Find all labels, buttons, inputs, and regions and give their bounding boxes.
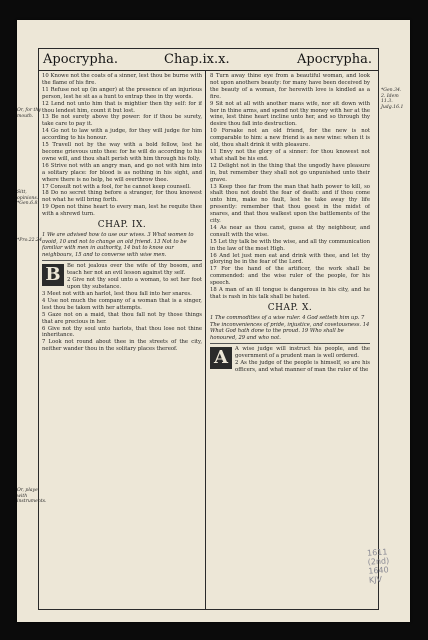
left-column [42, 73, 202, 607]
verse: 15 Let thy talk be with the wise, and all thy communication in the law of the most High. [210, 238, 370, 252]
verse: 2 Give not thy soul unto a woman, to set her foot upon thy substance. [67, 277, 202, 291]
verse: 12 Delight not in the thing that the ungodly have pleasure in, but remember they shall not go unpunished unto their grave. [210, 162, 370, 183]
verse: 16 And let just men eat and drink with thee, and let thy glorying be in the fear of the Lord. [210, 252, 370, 266]
pencil-line: 1611 [366, 547, 388, 558]
verse: 10 Knowe not the coats of a sinner, lest thou be burne with the flame of his fire. [42, 73, 202, 86]
verse: 8 Turn away thine eye from a beautiful woman, and look not upon anothers beauty: for many have been deceived by the beauty of a woman, for herewith love is kindled as a fire. [210, 73, 370, 100]
margin-note: Sitt, opinions. *Gen.6.8. [17, 190, 39, 207]
verse: Be not jealous over the wife of thy bosom, and teach her not an evil lesson against thy self. [67, 263, 202, 277]
dropcap-row-x [210, 346, 370, 374]
verse: 5 Gaze not on a maid, that thou fall not by those things that are precious in her. [42, 311, 202, 325]
verse: 9 Sit not at all with another mans wife, nor sit down with her in thine arms, and spend not thy money with her at the wine, lest thine heart incline unto her, and so through thy desire thou fall into destruction. [210, 100, 370, 128]
verse: 17 Consult not with a fool, for he cannot keep counsell. [42, 183, 191, 190]
dropcap-ornament: A [210, 347, 232, 369]
verse: 11 Envy not the glory of a sinner: for thou knowest not what shall be his end. [210, 148, 370, 162]
margin-note: *Pro.22.24. [17, 238, 44, 243]
verse: A wise judge will instruct his people, and the government of a prudent man is well ordered. [235, 346, 370, 360]
margin-note: Or, for thy mouth. [17, 108, 41, 119]
verse: 14 As near as thou canst, guess at thy neighbour, and consult with the wise. [210, 224, 370, 238]
verse: 7 Look not round about thee in the streets of the city, neither wander thou in the solitary places thereof. [42, 339, 202, 353]
verse: 4 Use not much the company of a woman that is a singer, lest thou be taken with her attempts. [42, 297, 202, 311]
margin-note: Or, playe with instruments. [17, 488, 47, 505]
chapter-summary-x: 1 The commodities of a wise ruler. 4 God setteth him up. 7 The inconveniences of pride, injustice, and covetousness. 14 What God hath done to the proud. 19 Who shall be honoured, 29 and who not. [210, 315, 370, 344]
chapter-summary-ix: 1 We are advised how to use our wives. 3 What women to avoid, 10 and not to change an old friend. 13 Not to be familiar with men in authority, 14 but to know our neighbours, 15 and to converse with wise men. [42, 232, 202, 261]
margin-note: *Gen.34. 2. Idem 11.3. Judg.16.1 [381, 88, 404, 110]
right-verses-bottom [210, 346, 370, 374]
verse: 17 For the hand of the artificer, the work shall be commended: and the wise ruler of the people, for his speech. [210, 266, 370, 287]
verse: 19 Open not thine heart to every man, lest he requite thee with a shrewd turn. [42, 204, 202, 218]
header-right: Apocrypha. [297, 52, 372, 67]
verse: 3 Meet not with an harlot, lest thou fall into her snares. [42, 291, 192, 298]
right-verses-top [210, 73, 370, 301]
verse: 13 Keep thee far from the man that hath power to kill, so shalt thou not doubt the fear of death: and if thou come unto him, make no fault, lest he take away thy life presently: remember that thou goest in the midst of snares, and that thou walkest upon the battlements of the city. [210, 183, 370, 225]
verse: 2 As the judge of the people is himself, so are his officers, and what manner of man the ruler of the [235, 360, 370, 373]
header-chapter: Chap.ix.x. [164, 52, 230, 67]
dropcap-ornament: B [42, 264, 64, 286]
pencil-line: 1640 [368, 565, 389, 576]
verse: 10 Forsake not an old friend, for the new is not comparable to him: a new friend is as new wine: when it is old, thou shalt drink it with pleasure. [210, 128, 370, 149]
left-verses-top [42, 73, 202, 218]
dropcap-row-ix [42, 263, 202, 353]
running-header [39, 49, 378, 71]
pencil-line: (2nd) [367, 556, 390, 567]
column-divider [205, 70, 206, 609]
pencil-annotation [367, 547, 391, 584]
verse: 12 Lend not unto him that is mightier then thy self: for if thou lendest him, count it but lost. [42, 100, 202, 114]
verse: 18 Do no secret thing before a stranger, for thou knowest not what he will bring forth. [42, 190, 202, 204]
verse: 16 Strive not with an angry man, and go not with him into a solitary place: for blood is as nothing in his sight, and where there is no help, he will overthrow thee. [42, 162, 202, 183]
verse: 18 A man of an ill tongue is dangerous in his city, and he that is rash in his talk shall be hated. [210, 287, 370, 300]
verse: 13 Be not surety above thy power: for if thou be surety, take care to pay it. [42, 114, 202, 128]
left-verses-bottom [42, 263, 202, 353]
chapter-title-x: CHAP. X. [267, 302, 313, 313]
verse: 15 Travell not by the way with a bold fellow, lest he become grievous unto thee: for he will do according to his owne will, and thou shalt perish with him through his folly. [42, 142, 202, 162]
verse: 11 Refuse not up (in anger) at the presence of an injurious person, lest he sit as a hunt to entrap thee in thy words. [42, 86, 202, 100]
text-frame [38, 48, 379, 610]
chapter-title-ix: CHAP. IX. [97, 220, 147, 231]
book-leaf [17, 20, 410, 622]
header-left: Apocrypha. [43, 52, 118, 67]
verse: 14 Go not to law with a judge, for they will judge for him according to his honour. [42, 128, 202, 142]
pencil-line: KJV [368, 574, 383, 585]
verse: 6 Give not thy soul unto harlots, that thou lose not thine inheritance. [42, 325, 202, 339]
right-column [210, 73, 370, 607]
